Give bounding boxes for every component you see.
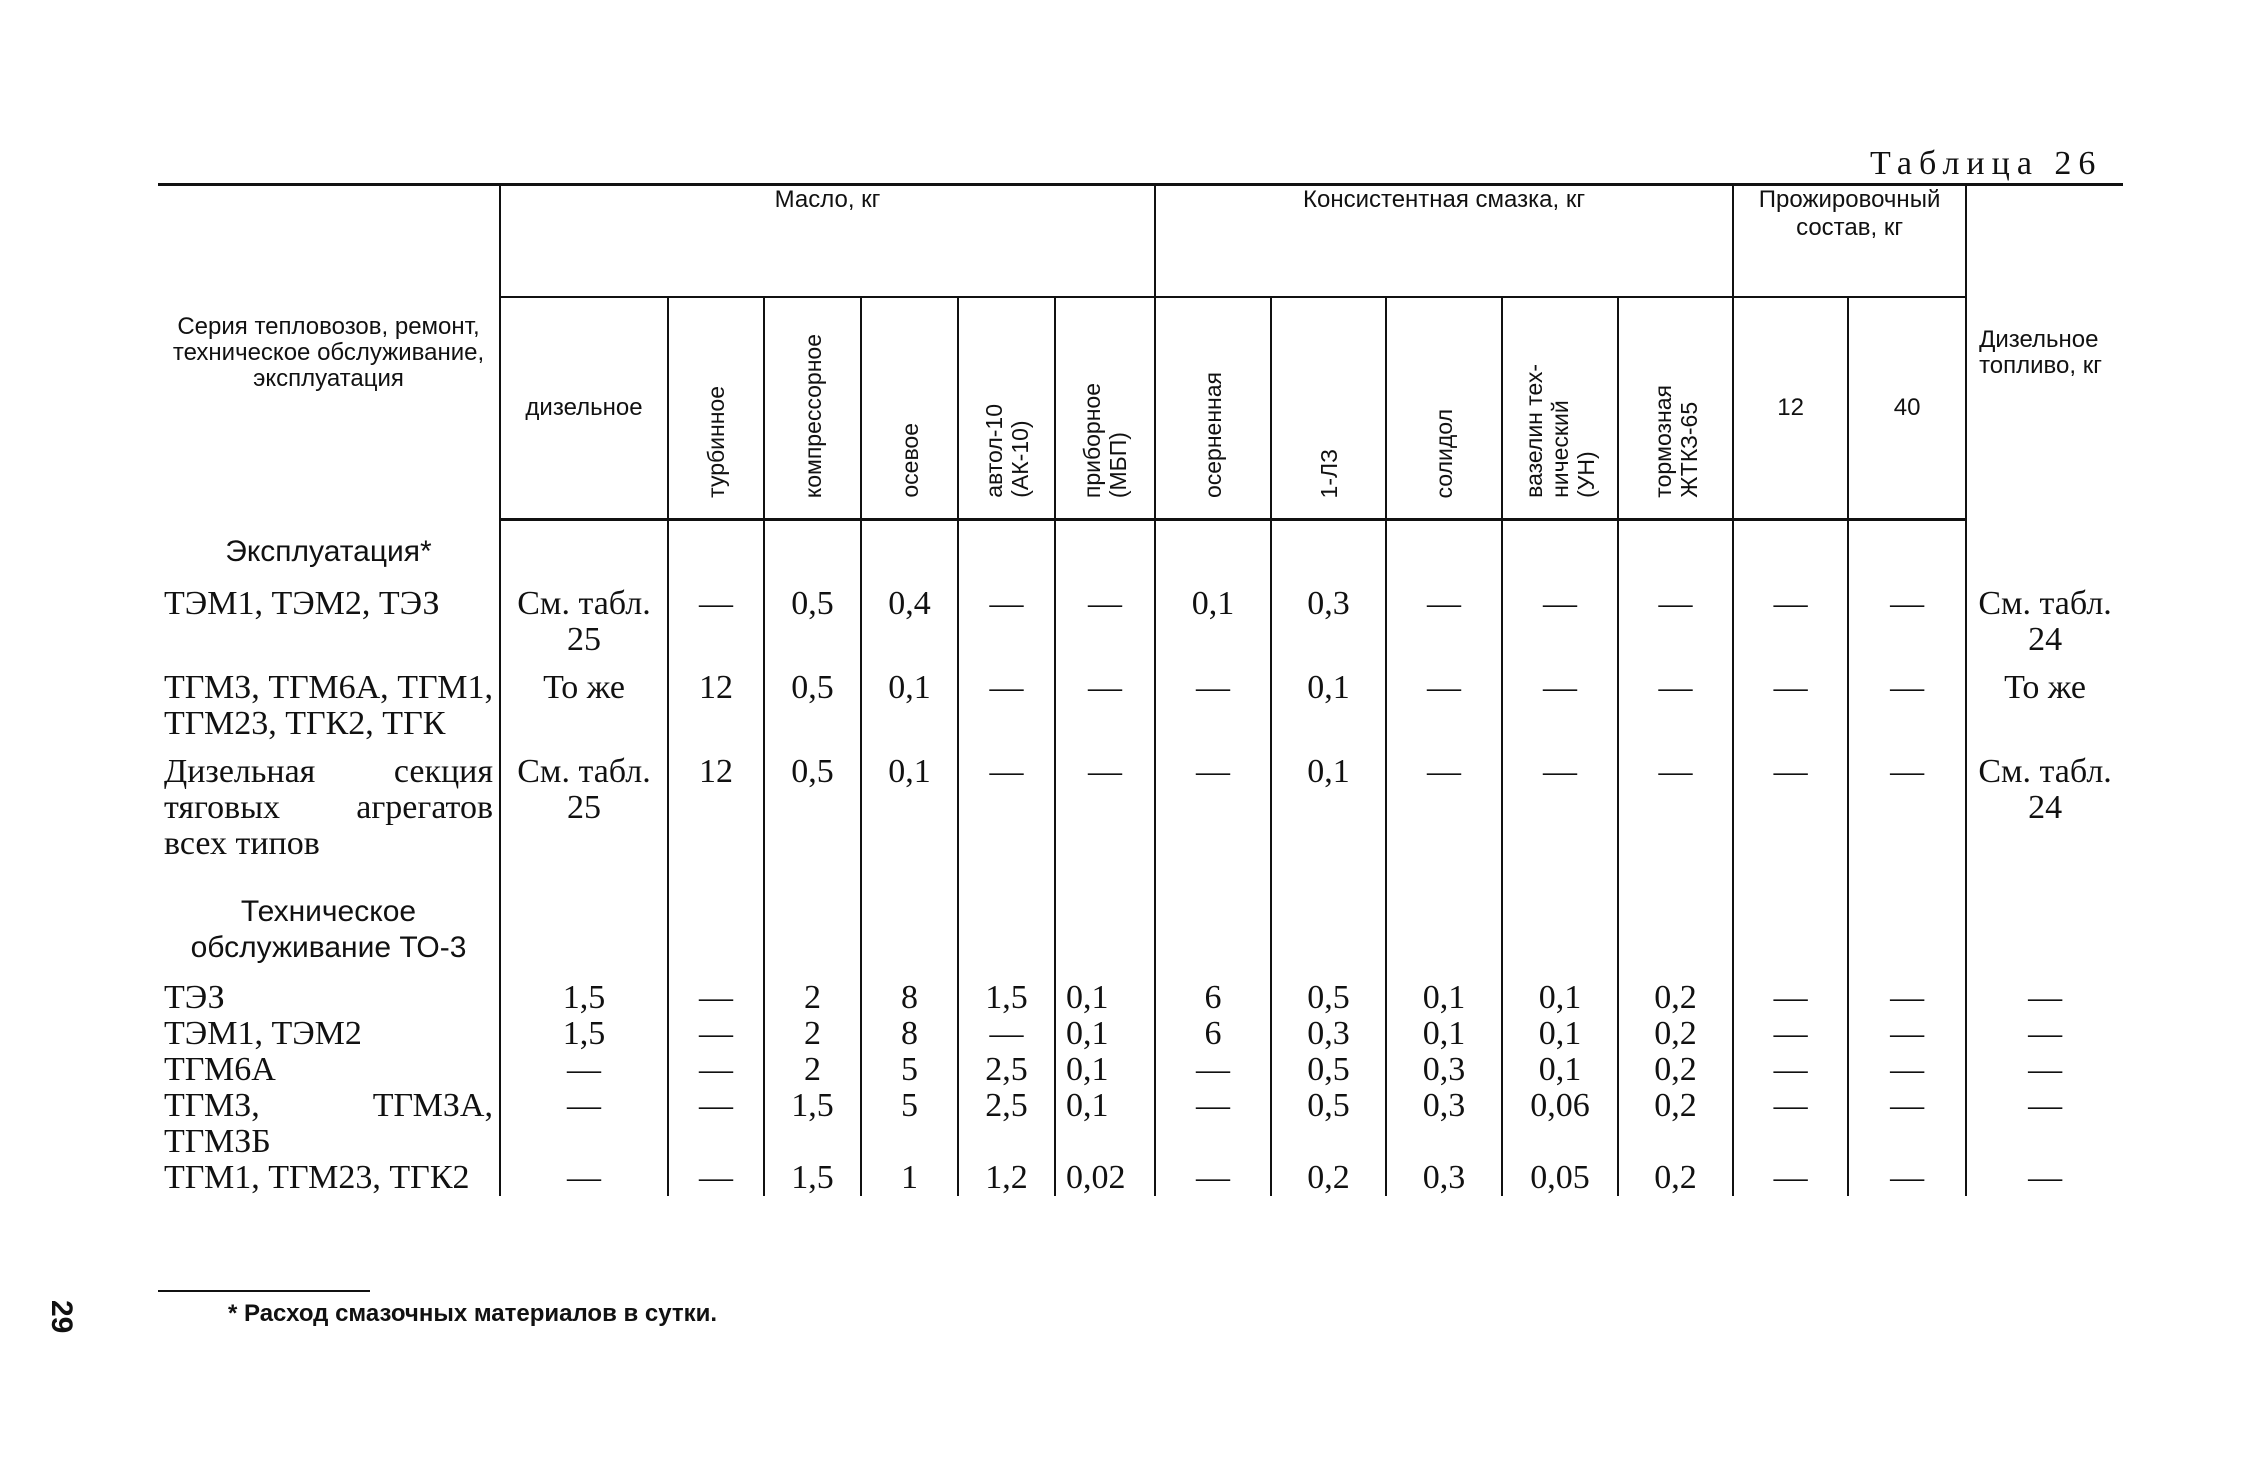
table-cell: — bbox=[1733, 1160, 1848, 1196]
table-caption: Таблица 26 bbox=[1870, 145, 2103, 182]
table-cell: — bbox=[1618, 664, 1733, 748]
table-cell: 2 bbox=[764, 980, 861, 1016]
table-row bbox=[158, 748, 2123, 868]
header-col-grease-0 bbox=[1155, 297, 1271, 520]
table-cell: — bbox=[1848, 748, 1966, 868]
series-name: ТЭЗ bbox=[164, 978, 225, 1016]
table-cell: — bbox=[1848, 580, 1966, 664]
table-cell: 6 bbox=[1155, 1016, 1271, 1052]
table-cell: 0,5 bbox=[764, 580, 861, 664]
table-cell: — bbox=[1966, 1052, 2123, 1088]
header-col-oil-4-label: автол-10 (АК-10) bbox=[980, 404, 1033, 498]
table-row bbox=[158, 1088, 2123, 1160]
table-cell: 0,5 bbox=[764, 664, 861, 748]
header-col-oil-2-label: компрессорное bbox=[799, 333, 826, 498]
table-cell: — bbox=[1733, 980, 1848, 1016]
table-cell: — bbox=[1386, 664, 1502, 748]
series-name: ТГМЗ, ТГМ6А, ТГМ1, ТГМ23, ТГК2, ТГК bbox=[164, 668, 493, 742]
table-cell: — bbox=[1966, 1160, 2123, 1196]
table-cell: То же bbox=[500, 664, 668, 748]
table-row bbox=[158, 980, 2123, 1016]
table-cell: 0,1 bbox=[1386, 1016, 1502, 1052]
header-col-oil-5 bbox=[1055, 297, 1155, 520]
table-cell: — bbox=[1848, 664, 1966, 748]
table-cell: См. табл. 24 bbox=[1966, 580, 2123, 664]
header-col-soak-0: 12 bbox=[1733, 297, 1848, 520]
table-cell: — bbox=[1848, 980, 1966, 1016]
table-cell: 0,3 bbox=[1271, 1016, 1386, 1052]
table-cell: 5 bbox=[861, 1052, 958, 1088]
series-name: ТГМ1, ТГМ23, ТГК2 bbox=[164, 1158, 470, 1196]
header-col-oil-5-label: приборное (МБП) bbox=[1079, 382, 1131, 498]
table-cell: — bbox=[1966, 980, 2123, 1016]
header-col-grease-3 bbox=[1502, 297, 1618, 520]
table-cell: 0,02 bbox=[1055, 1160, 1155, 1196]
table-cell: 0,5 bbox=[1271, 1088, 1386, 1160]
table-cell: — bbox=[958, 748, 1055, 868]
page-number: 29 bbox=[45, 1300, 78, 1334]
table-cell: 1,5 bbox=[958, 980, 1055, 1016]
table-cell: — bbox=[1848, 1088, 1966, 1160]
table-cell: См. табл. 25 bbox=[500, 748, 668, 868]
table-cell: 0,3 bbox=[1386, 1052, 1502, 1088]
table-cell: — bbox=[1733, 580, 1848, 664]
table-cell: 0,1 bbox=[1055, 1016, 1155, 1052]
table-cell: 1,5 bbox=[500, 980, 668, 1016]
header-col-oil-1 bbox=[668, 297, 764, 520]
table-cell: 8 bbox=[861, 980, 958, 1016]
table-cell: — bbox=[668, 1088, 764, 1160]
table-cell: — bbox=[1502, 580, 1618, 664]
table-cell: — bbox=[500, 1052, 668, 1088]
header-group-soak: Прожировочный состав, кг bbox=[1733, 185, 1966, 298]
table-cell: — bbox=[1055, 580, 1155, 664]
table-cell: 12 bbox=[668, 664, 764, 748]
table-row bbox=[158, 580, 2123, 664]
header-col-oil-3-label: осевое bbox=[896, 423, 923, 498]
table-cell: — bbox=[1618, 748, 1733, 868]
table-cell: — bbox=[1155, 664, 1271, 748]
table-cell: 0,3 bbox=[1386, 1088, 1502, 1160]
table-cell: — bbox=[668, 580, 764, 664]
table-cell: 1,5 bbox=[500, 1016, 668, 1052]
table-cell: 5 bbox=[861, 1088, 958, 1160]
series-name: Дизельная секция тяговых агрегатов всех типов bbox=[164, 752, 493, 862]
table-cell: 0,3 bbox=[1386, 1160, 1502, 1196]
table-cell: 0,1 bbox=[1502, 1016, 1618, 1052]
header-col-grease-4 bbox=[1618, 297, 1733, 520]
header-series: Серия тепловозов, ремонт, техническое обслуживание, эксплуатация bbox=[172, 312, 485, 392]
series-name: ТГМЗ, ТГМЗА, ТГМЗБ bbox=[164, 1086, 493, 1160]
table-cell: 0,1 bbox=[1055, 980, 1155, 1016]
header-col-grease-4-label: тормозная ЖТКЗ-65 bbox=[1649, 385, 1702, 498]
table-cell: 0,1 bbox=[861, 664, 958, 748]
section-row bbox=[158, 868, 2123, 980]
table-cell: — bbox=[500, 1088, 668, 1160]
table-cell: — bbox=[668, 980, 764, 1016]
table-cell: 0,2 bbox=[1618, 1052, 1733, 1088]
table-cell: — bbox=[668, 1016, 764, 1052]
table-row bbox=[158, 1016, 2123, 1052]
table-cell: 0,06 bbox=[1502, 1088, 1618, 1160]
header-col-oil-2 bbox=[764, 297, 861, 520]
table-cell: 2,5 bbox=[958, 1052, 1055, 1088]
header-col-soak-1: 40 bbox=[1848, 297, 1966, 520]
table-cell: — bbox=[1386, 580, 1502, 664]
footnote: * Расход смазочных материалов в сутки. bbox=[228, 1300, 718, 1327]
table-cell: — bbox=[500, 1160, 668, 1196]
table-cell: 6 bbox=[1155, 980, 1271, 1016]
table-cell: — bbox=[1502, 664, 1618, 748]
table-cell: — bbox=[1733, 748, 1848, 868]
header-col-grease-0-label: осерненная bbox=[1200, 371, 1227, 498]
table-cell: — bbox=[1618, 580, 1733, 664]
table-cell: 0,1 bbox=[1055, 1052, 1155, 1088]
table-cell: — bbox=[958, 1016, 1055, 1052]
table-cell: 0,1 bbox=[1386, 980, 1502, 1016]
table-cell: 0,1 bbox=[1271, 664, 1386, 748]
header-col-oil-3 bbox=[861, 297, 958, 520]
header-col-grease-1-label: 1-ЛЗ bbox=[1315, 448, 1342, 498]
lubricant-table bbox=[158, 183, 2123, 1196]
table-cell: 0,2 bbox=[1271, 1160, 1386, 1196]
table-cell: 0,5 bbox=[764, 748, 861, 868]
table-cell: 2,5 bbox=[958, 1088, 1055, 1160]
table-cell: 0,2 bbox=[1618, 1160, 1733, 1196]
table-cell: 0,1 bbox=[1502, 980, 1618, 1016]
table-cell: — bbox=[1155, 1160, 1271, 1196]
table-cell: 1,5 bbox=[764, 1088, 861, 1160]
table-cell: То же bbox=[1966, 664, 2123, 748]
table-cell: 0,1 bbox=[1155, 580, 1271, 664]
table-cell: — bbox=[958, 580, 1055, 664]
table-cell: 1,5 bbox=[764, 1160, 861, 1196]
table-cell: 8 bbox=[861, 1016, 958, 1052]
table-cell: — bbox=[1733, 1052, 1848, 1088]
table-cell: 0,2 bbox=[1618, 1088, 1733, 1160]
table-cell: — bbox=[1848, 1052, 1966, 1088]
header-group-grease: Консистентная смазка, кг bbox=[1155, 185, 1733, 298]
header-col-grease-1 bbox=[1271, 297, 1386, 520]
series-name: ТЭМ1, ТЭМ2, ТЭЗ bbox=[164, 584, 440, 622]
table-cell: — bbox=[1155, 1088, 1271, 1160]
table-cell: — bbox=[1155, 1052, 1271, 1088]
table-cell: 0,3 bbox=[1271, 580, 1386, 664]
table-cell: — bbox=[668, 1052, 764, 1088]
table-cell: 0,4 bbox=[861, 580, 958, 664]
table-cell: 1,2 bbox=[958, 1160, 1055, 1196]
header-group-oil: Масло, кг bbox=[500, 185, 1155, 298]
table-cell: — bbox=[1848, 1160, 1966, 1196]
header-col-grease-2 bbox=[1386, 297, 1502, 520]
table-cell: 0,05 bbox=[1502, 1160, 1618, 1196]
series-name: ТЭМ1, ТЭМ2 bbox=[164, 1014, 362, 1052]
series-name: ТГМ6А bbox=[164, 1050, 276, 1088]
table-cell: 12 bbox=[668, 748, 764, 868]
table-cell: — bbox=[1502, 748, 1618, 868]
table-cell: — bbox=[1733, 664, 1848, 748]
section-title: Техническое обслуживание ТО-3 bbox=[190, 894, 467, 964]
table-row bbox=[158, 1052, 2123, 1088]
header-col-oil-4 bbox=[958, 297, 1055, 520]
table-cell: 0,2 bbox=[1618, 1016, 1733, 1052]
table-cell: 0,5 bbox=[1271, 980, 1386, 1016]
table-cell: 1 bbox=[861, 1160, 958, 1196]
table-cell: — bbox=[1386, 748, 1502, 868]
table-cell: — bbox=[1848, 1016, 1966, 1052]
table-cell: 2 bbox=[764, 1052, 861, 1088]
table-cell: — bbox=[1966, 1088, 2123, 1160]
table-cell: — bbox=[1966, 1016, 2123, 1052]
table-cell: 2 bbox=[764, 1016, 861, 1052]
section-row bbox=[158, 520, 2123, 580]
table-cell: — bbox=[1733, 1016, 1848, 1052]
table-row bbox=[158, 664, 2123, 748]
table-cell: — bbox=[958, 664, 1055, 748]
table-cell: — bbox=[1055, 748, 1155, 868]
header-col-grease-2-label: солидол bbox=[1431, 408, 1458, 498]
header-col-grease-3-label: вазелин тех- нический (УН) bbox=[1521, 364, 1600, 498]
header-col-oil-1-label: турбинное bbox=[703, 386, 729, 498]
header-col-oil-diesel: дизельное bbox=[500, 297, 668, 520]
table-cell: См. табл. 24 bbox=[1966, 748, 2123, 868]
table-cell: 0,5 bbox=[1271, 1052, 1386, 1088]
section-title: Эксплуатация* bbox=[225, 534, 432, 568]
footnote-rule bbox=[158, 1290, 370, 1292]
table-row bbox=[158, 1160, 2123, 1196]
table-cell: 0,1 bbox=[861, 748, 958, 868]
header-fuel: Дизельное топливо, кг bbox=[1966, 185, 2123, 520]
table-cell: 0,2 bbox=[1618, 980, 1733, 1016]
table-cell: См. табл. 25 bbox=[500, 580, 668, 664]
table-cell: — bbox=[1733, 1088, 1848, 1160]
table-cell: — bbox=[1055, 664, 1155, 748]
table-cell: 0,1 bbox=[1055, 1088, 1155, 1160]
table-cell: — bbox=[668, 1160, 764, 1196]
table-cell: — bbox=[1155, 748, 1271, 868]
table-cell: 0,1 bbox=[1271, 748, 1386, 868]
table-cell: 0,1 bbox=[1502, 1052, 1618, 1088]
